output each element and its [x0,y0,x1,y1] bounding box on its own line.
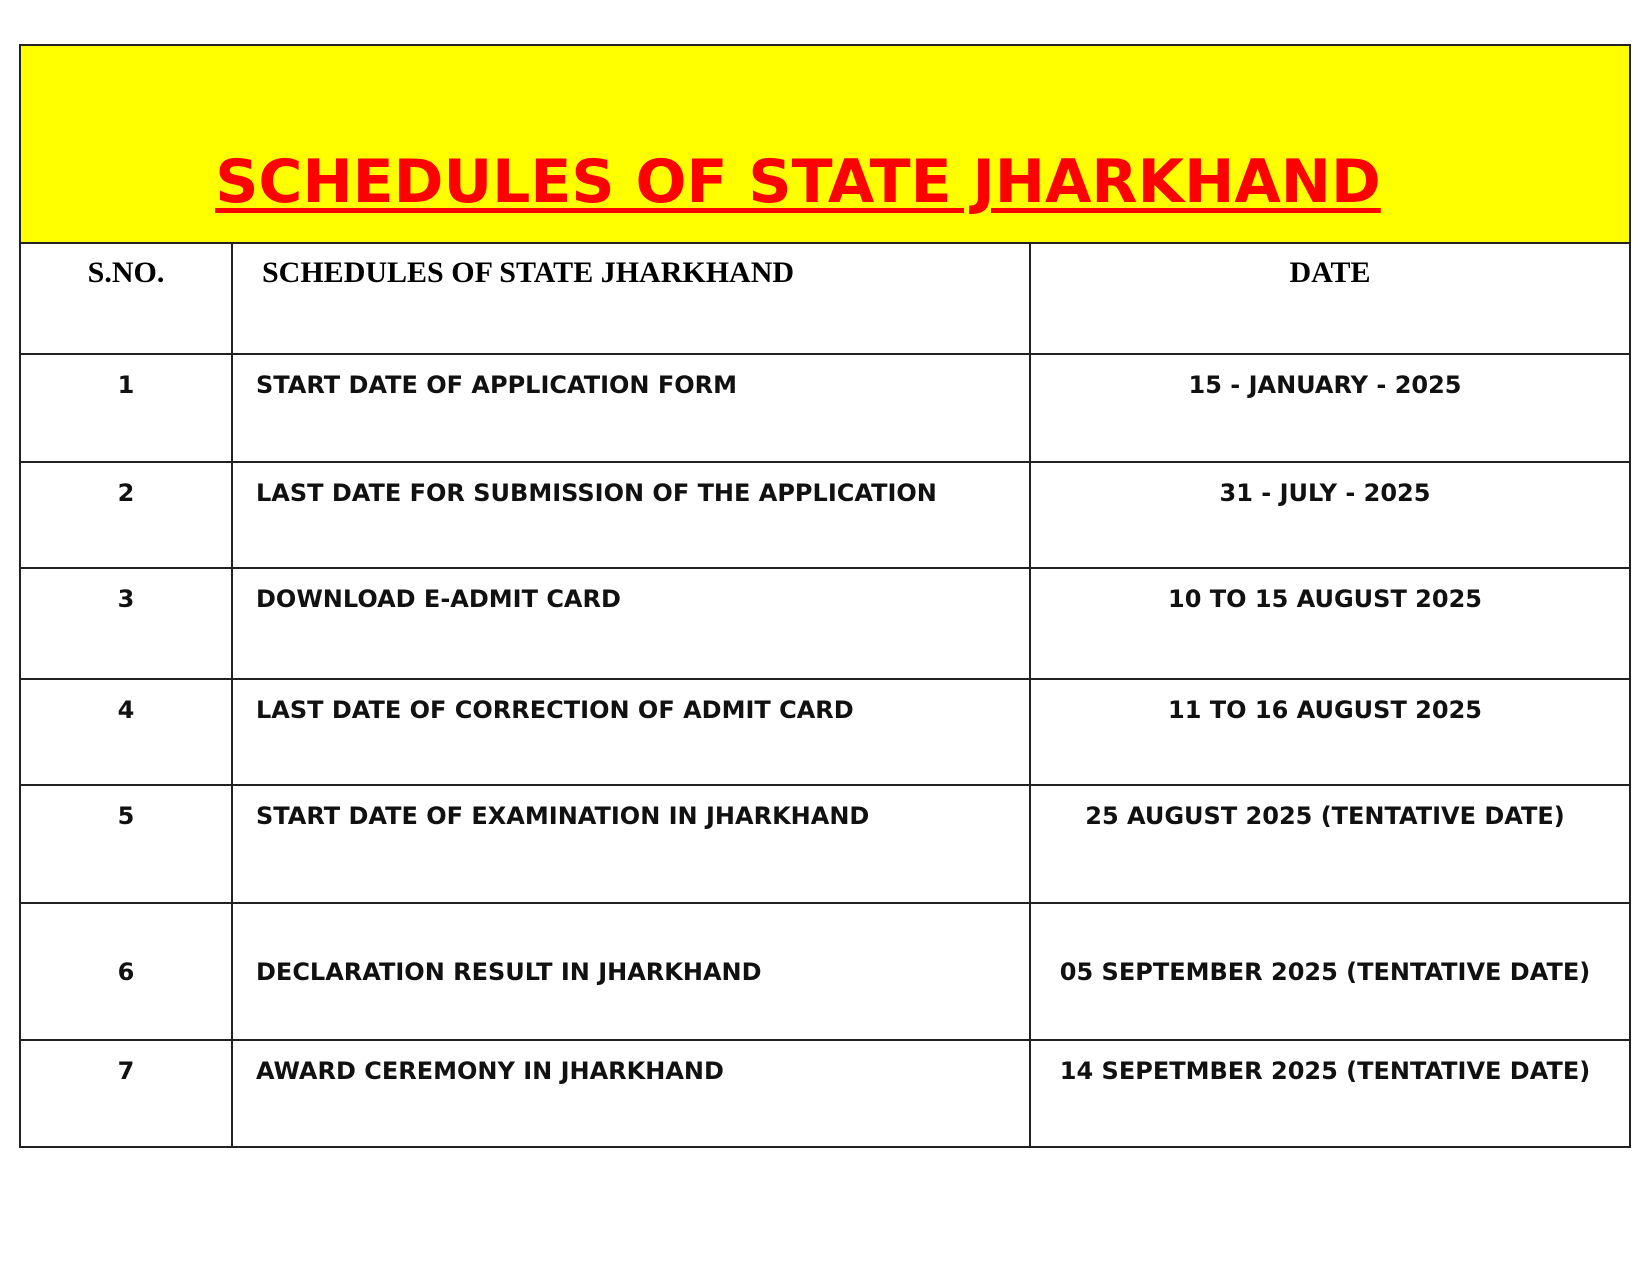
row-event: DECLARATION RESULT IN JHARKHAND [232,903,1030,1040]
row-date: 14 SEPETMBER 2025 (TENTATIVE DATE) [1059,1057,1591,1085]
title-banner [21,46,1629,244]
row-event: DOWNLOAD E-ADMIT CARD [232,568,1030,679]
row-sno: 7 [21,1040,232,1146]
page-title: SCHEDULES OF STATE JHARKHAND [215,147,1381,217]
table-row [21,1040,1629,1146]
row-sno: 4 [21,679,232,785]
table-row [21,679,1629,785]
row-date: 10 TO 15 AUGUST 2025 [1030,568,1629,679]
row-event: START DATE OF EXAMINATION IN JHARKHAND [232,785,1030,903]
row-event: START DATE OF APPLICATION FORM [232,354,1030,462]
row-date: 25 AUGUST 2025 (TENTATIVE DATE) [1030,785,1629,903]
schedule-sheet [19,44,1631,1148]
table-row [21,903,1629,1040]
schedule-table [21,244,1629,1146]
row-event: LAST DATE FOR SUBMISSION OF THE APPLICATION [232,462,1030,568]
row-event: LAST DATE OF CORRECTION OF ADMIT CARD [232,679,1030,785]
row-sno: 2 [21,462,232,568]
header-schedule: SCHEDULES OF STATE JHARKHAND [232,244,1030,354]
row-sno: 6 [21,903,232,1040]
row-date: 11 TO 16 AUGUST 2025 [1030,679,1629,785]
header-sno: S.NO. [21,244,232,354]
table-row [21,568,1629,679]
table-header-row [21,244,1629,354]
row-sno: 3 [21,568,232,679]
row-date: 31 - JULY - 2025 [1030,462,1629,568]
row-date: 15 - JANUARY - 2025 [1030,354,1629,462]
row-sno: 1 [21,354,232,462]
header-date: DATE [1030,244,1629,354]
row-sno: 5 [21,785,232,903]
table-row [21,462,1629,568]
table-row [21,354,1629,462]
table-row [21,785,1629,903]
row-event: AWARD CEREMONY IN JHARKHAND [232,1040,1030,1146]
row-date: 05 SEPTEMBER 2025 (TENTATIVE DATE) [1030,903,1629,1040]
